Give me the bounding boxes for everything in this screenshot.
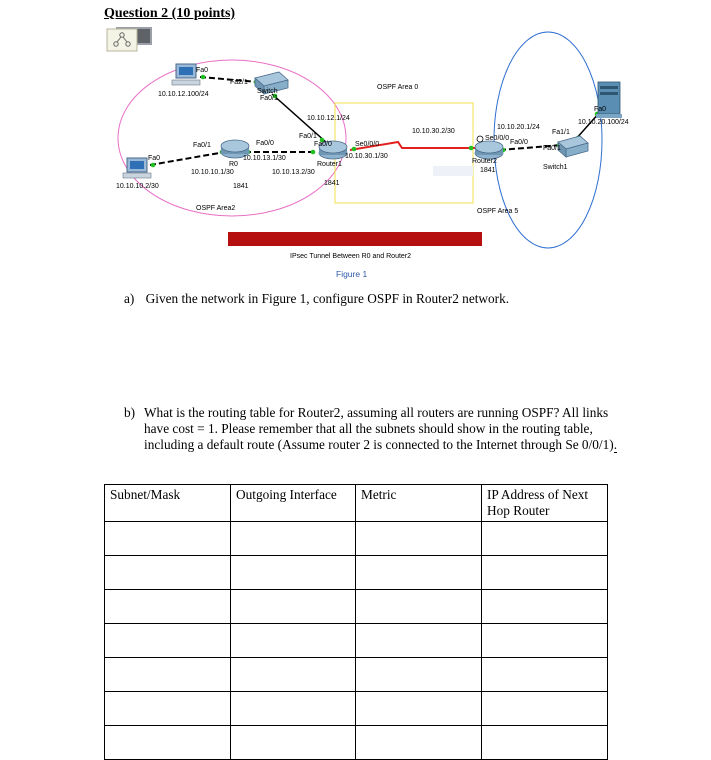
network-diagram — [0, 0, 711, 300]
table-cell[interactable] — [231, 522, 356, 556]
part-b-text-tail: . — [613, 437, 618, 452]
label-r1-ip12: 10.10.12.1/24 — [307, 115, 350, 122]
table-cell[interactable] — [482, 590, 608, 624]
label-area2: OSPF Area2 — [196, 205, 236, 212]
table-cell[interactable] — [231, 692, 356, 726]
label-r1-model: 1841 — [324, 180, 340, 187]
label-r0-fa01: Fa0/1 — [193, 142, 211, 149]
table-row — [105, 726, 608, 760]
table-row — [105, 556, 608, 590]
ipsec-tunnel-bar — [228, 232, 482, 246]
label-switch-name: Switch — [257, 88, 278, 95]
router2-icon — [475, 141, 503, 159]
table-cell[interactable] — [231, 556, 356, 590]
link-pc-router0 — [150, 152, 225, 165]
clock-icon — [477, 136, 483, 142]
pc-left-icon — [123, 158, 151, 178]
label-pc-left-fa0: Fa0 — [148, 155, 161, 162]
table-cell[interactable] — [105, 726, 231, 760]
table-cell[interactable] — [231, 590, 356, 624]
label-server-fa0: Fa0 — [594, 106, 607, 113]
header-metric: Metric — [356, 485, 482, 522]
part-b — [124, 405, 624, 453]
link-pc-switch — [200, 77, 258, 82]
table-cell[interactable] — [105, 692, 231, 726]
table-cell[interactable] — [105, 590, 231, 624]
label-switch-fa21: Fa2/1 — [230, 79, 248, 86]
label-r0-fa00: Fa0/0 — [256, 140, 274, 147]
label-r2-fa00: Fa0/0 — [510, 139, 528, 146]
label-pc-top-fa0: Fa0 — [196, 67, 209, 74]
part-a-text: Given the network in Figure 1, configure OSPF in Router2 network. — [145, 291, 510, 306]
label-r1-se000: Se0/0/0 — [355, 141, 380, 148]
label-r0-ip13: 10.10.13.1/30 — [243, 155, 286, 162]
table-cell[interactable] — [231, 658, 356, 692]
label-sw1-fa11: Fa1/1 — [552, 129, 570, 136]
table-cell[interactable] — [482, 556, 608, 590]
label-r2-name: Router2 — [472, 158, 497, 165]
table-row — [105, 658, 608, 692]
label-sw1-name: Switch1 — [543, 164, 568, 171]
table-cell[interactable] — [482, 692, 608, 726]
header-outgoing-interface: Outgoing Interface — [231, 485, 356, 522]
header-subnet-mask: Subnet/Mask — [105, 485, 231, 522]
question-title: Question 2 (10 points) — [104, 6, 236, 21]
table-cell[interactable] — [356, 624, 482, 658]
table-cell[interactable] — [356, 692, 482, 726]
label-r2-model: 1841 — [480, 167, 496, 174]
label-r2-ip30: 10.10.30.2/30 — [412, 128, 455, 135]
label-r0-ip10: 10.10.10.1/30 — [191, 169, 234, 176]
table-row — [105, 590, 608, 624]
table-cell[interactable] — [356, 556, 482, 590]
label-tunnel: IPsec Tunnel Between R0 and Router2 — [290, 253, 412, 260]
table-cell[interactable] — [356, 590, 482, 624]
label-r0-model: 1841 — [233, 183, 249, 190]
label-r1-ip30: 10.10.30.1/30 — [345, 153, 388, 160]
routing-table — [104, 484, 608, 760]
table-cell[interactable] — [105, 624, 231, 658]
label-r1-fa00: Fa0/0 — [314, 141, 332, 148]
table-row — [105, 522, 608, 556]
label-r1-fa01: Fa0/1 — [299, 133, 317, 140]
label-pc-top-ip: 10.10.12.100/24 — [158, 91, 209, 98]
label-r0-name: R0 — [229, 161, 238, 168]
table-cell[interactable] — [105, 556, 231, 590]
table-cell[interactable] — [356, 522, 482, 556]
table-cell[interactable] — [482, 624, 608, 658]
label-r2-ip20: 10.10.20.1/24 — [497, 124, 540, 131]
table-cell[interactable] — [356, 658, 482, 692]
table-cell[interactable] — [105, 658, 231, 692]
part-b-text: What is the routing table for Router2, assuming all routers are running OSPF? All links have cost = 1. Please remember that all the subnets should show in the routing table, including a default route (Assume router 2 is connected to the Internet through Se 0/0/1) — [144, 405, 614, 452]
part-a-label: a) — [124, 291, 135, 306]
table-cell[interactable] — [231, 726, 356, 760]
switch1-icon — [558, 136, 588, 157]
label-r2-se000: Se0/0/0 — [485, 135, 510, 142]
label-area5: OSPF Area 5 — [477, 208, 519, 215]
table-row — [105, 692, 608, 726]
table-row — [105, 624, 608, 658]
part-b-label: b) — [124, 405, 136, 420]
header-next-hop: IP Address of Next Hop Router — [482, 485, 608, 522]
table-cell[interactable] — [105, 522, 231, 556]
label-switch-fa01: Fa0/1 — [260, 95, 278, 102]
label-r1-name: Router1 — [317, 161, 342, 168]
label-sw1-fa01: Fa0/1 — [543, 145, 561, 152]
table-cell[interactable] — [231, 624, 356, 658]
table-cell[interactable] — [356, 726, 482, 760]
table-cell[interactable] — [482, 658, 608, 692]
figure-caption: Figure 1 — [336, 269, 368, 279]
table-cell[interactable] — [482, 726, 608, 760]
table-header-row — [105, 485, 608, 522]
part-a — [124, 291, 509, 307]
label-r1-ip13: 10.10.13.2/30 — [272, 169, 315, 176]
label-pc-left-ip: 10.10.10.2/30 — [116, 183, 159, 190]
label-area0: OSPF Area 0 — [377, 84, 419, 91]
table-cell[interactable] — [482, 522, 608, 556]
label-server-ip: 10.10.20.100/24 — [578, 119, 629, 126]
